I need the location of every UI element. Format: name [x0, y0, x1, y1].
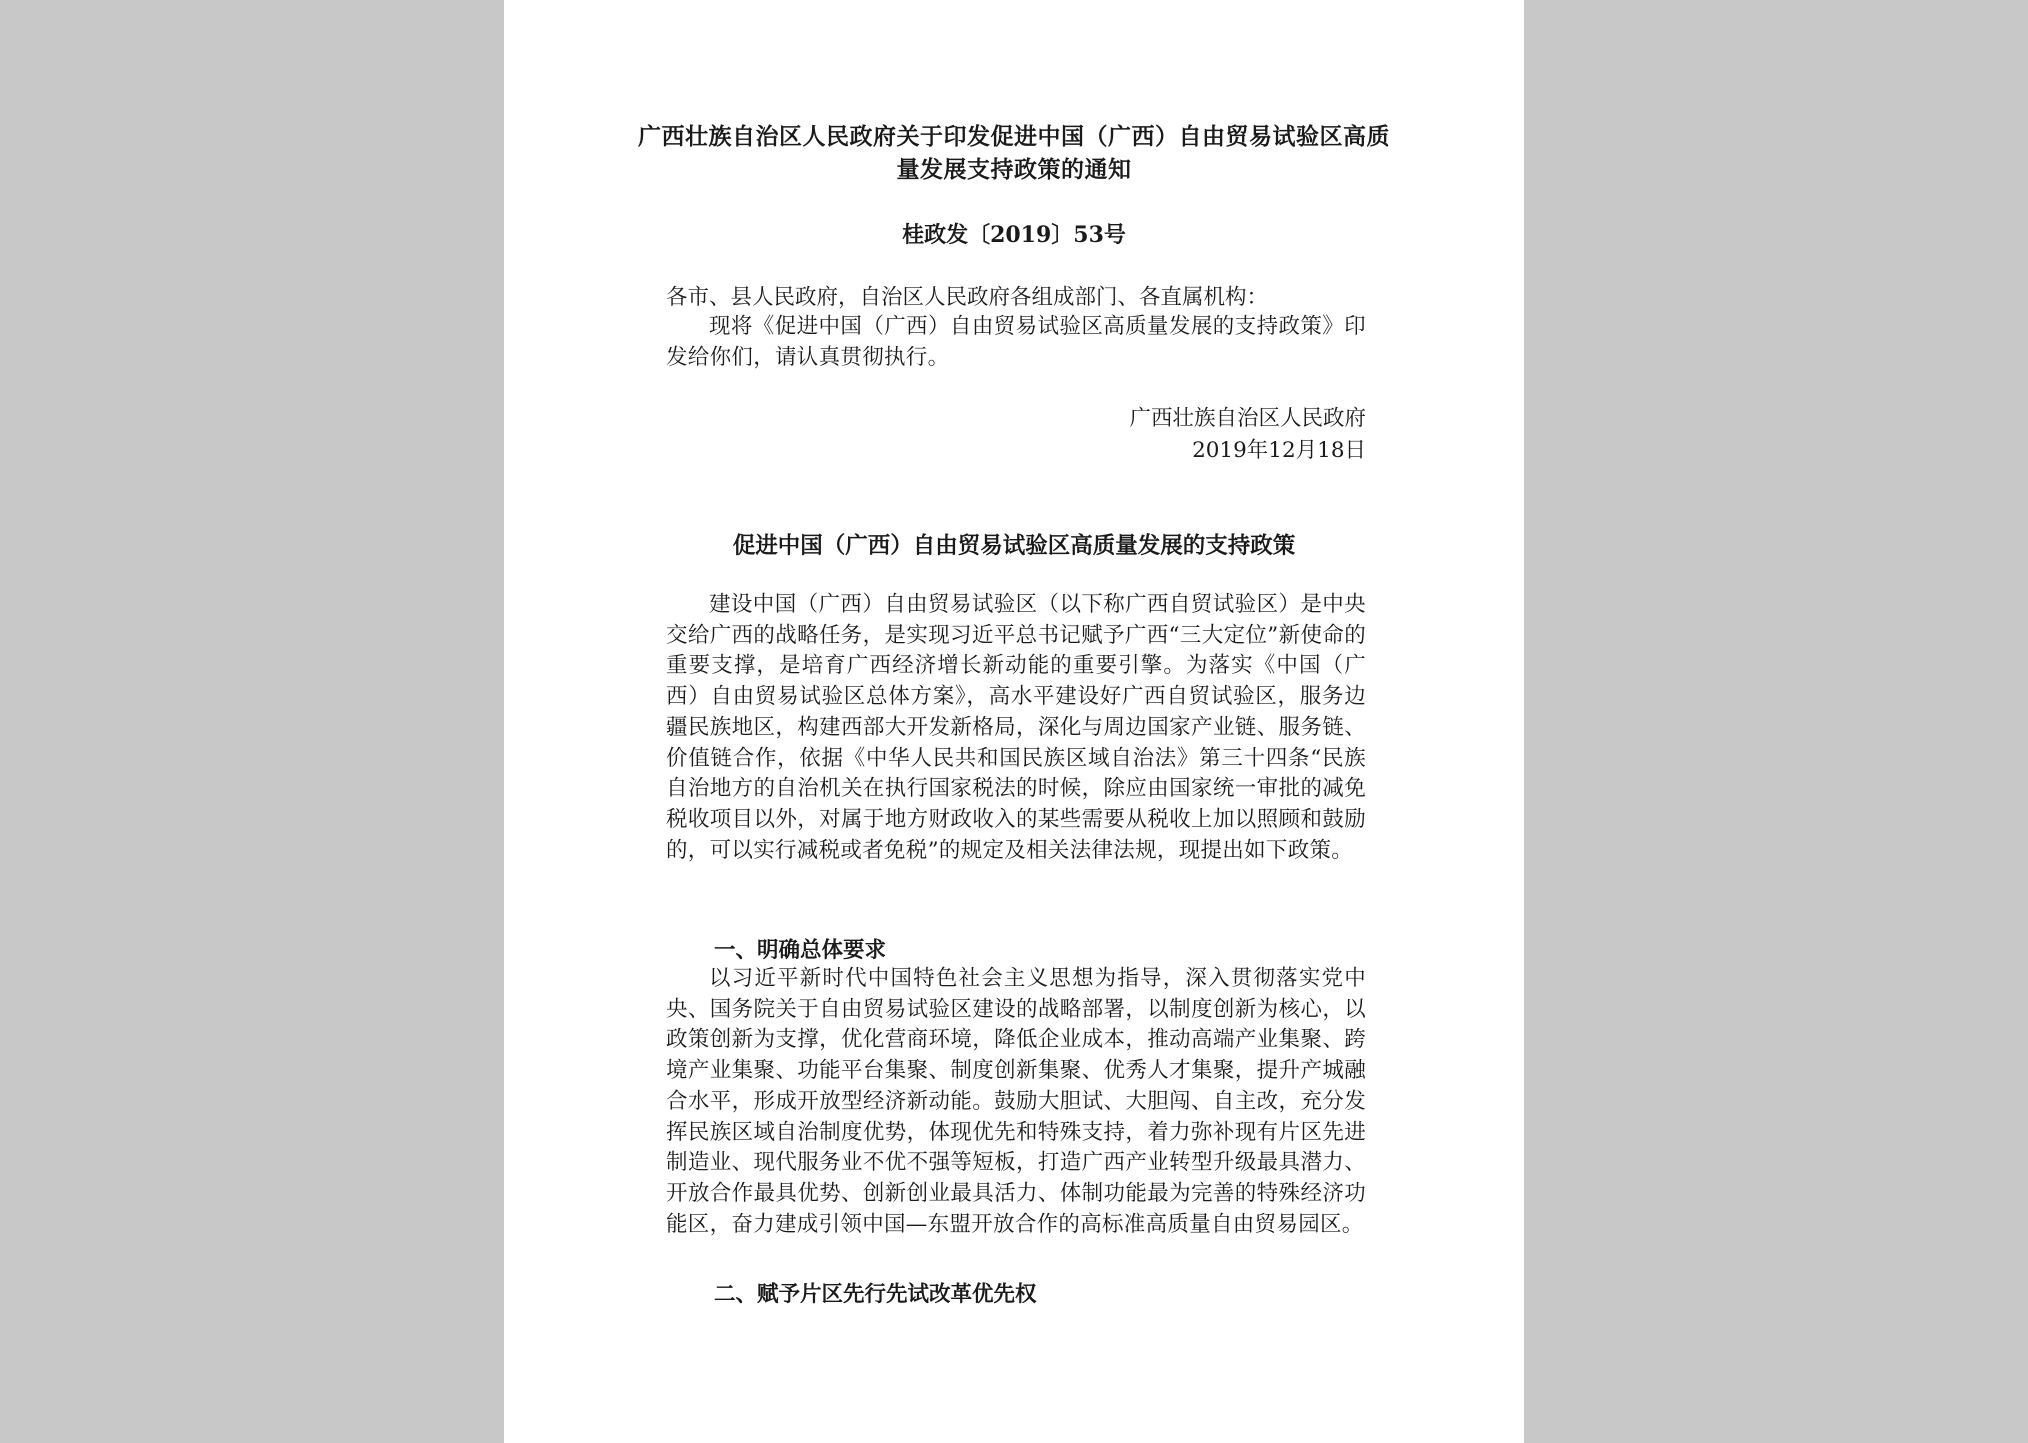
section-1-paragraph: 以习近平新时代中国特色社会主义思想为指导，深入贯彻落实党中央、国务院关于自由贸易试验区建设的战略部署，以制度创新为核心，以政策创新为支撑，优化营商环境，降低企业成本，推动高端产业集聚、跨境产业集聚、功能平台集聚、制度创新集聚、优秀人才集聚，提升产城融合水平，形成开放型经济新动能。鼓励大胆试、大胆闯、自主改，充分发挥民族区域自治制度优势，体现优先和特殊支持，着力弥补现有片区先进制造业、现代服务业不优不强等短板，打造广西产业转型升级最具潜力、开放合作最具优势、创新创业最具活力、体制功能最为完善的特殊经济功能区，奋力建成引领中国—东盟开放合作的高标准高质量自由贸易园区。 — [666, 966, 1366, 1237]
signature-organization: 广西壮族自治区人民政府 — [1129, 406, 1366, 431]
signature-block — [1129, 403, 1366, 467]
section-heading-1: 一、明确总体要求 — [714, 938, 887, 963]
policy-intro-paragraph: 建设中国（广西）自由贸易试验区（以下称广西自贸试验区）是中央交给广西的战略任务，是实现习近平总书记赋予广西“三大定位”新使命的重要支撑，是培育广西经济增长新动能的重要引擎。为落实《中国（广西）自由贸易试验区总体方案》，高水平建设好广西自贸试验区，服务边疆民族地区，构建西部大开发新格局，深化与周边国家产业链、服务链、价值链合作，依据《中华人民共和国民族区域自治法》第三十四条“民族自治地方的自治机关在执行国家税法的时候，除应由国家统一审批的减免税收项目以外，对属于地方财政收入的某些需要从税收上加以照顾和鼓励的，可以实行减税或者免税”的规定及相关法律法规，现提出如下政策。 — [666, 592, 1366, 863]
intro-paragraph: 现将《促进中国（广西）自由贸易试验区高质量发展的支持政策》印发给你们，请认真贯彻执行。 — [666, 314, 1366, 370]
document-number: 桂政发〔2019〕53号 — [902, 222, 1126, 248]
policy-title: 促进中国（广西）自由贸易试验区高质量发展的支持政策 — [732, 533, 1296, 559]
section-heading-2: 二、赋予片区先行先试改革优先权 — [714, 1282, 1037, 1307]
signature-date: 2019年12月18日 — [1192, 438, 1366, 463]
document-page — [504, 0, 1524, 1443]
document-title: 广西壮族自治区人民政府关于印发促进中国（广西）自由贸易试验区高质量发展支持政策的通知 — [638, 123, 1390, 183]
addressee-line: 各市、县人民政府，自治区人民政府各组成部门、各直属机构： — [666, 285, 1269, 310]
